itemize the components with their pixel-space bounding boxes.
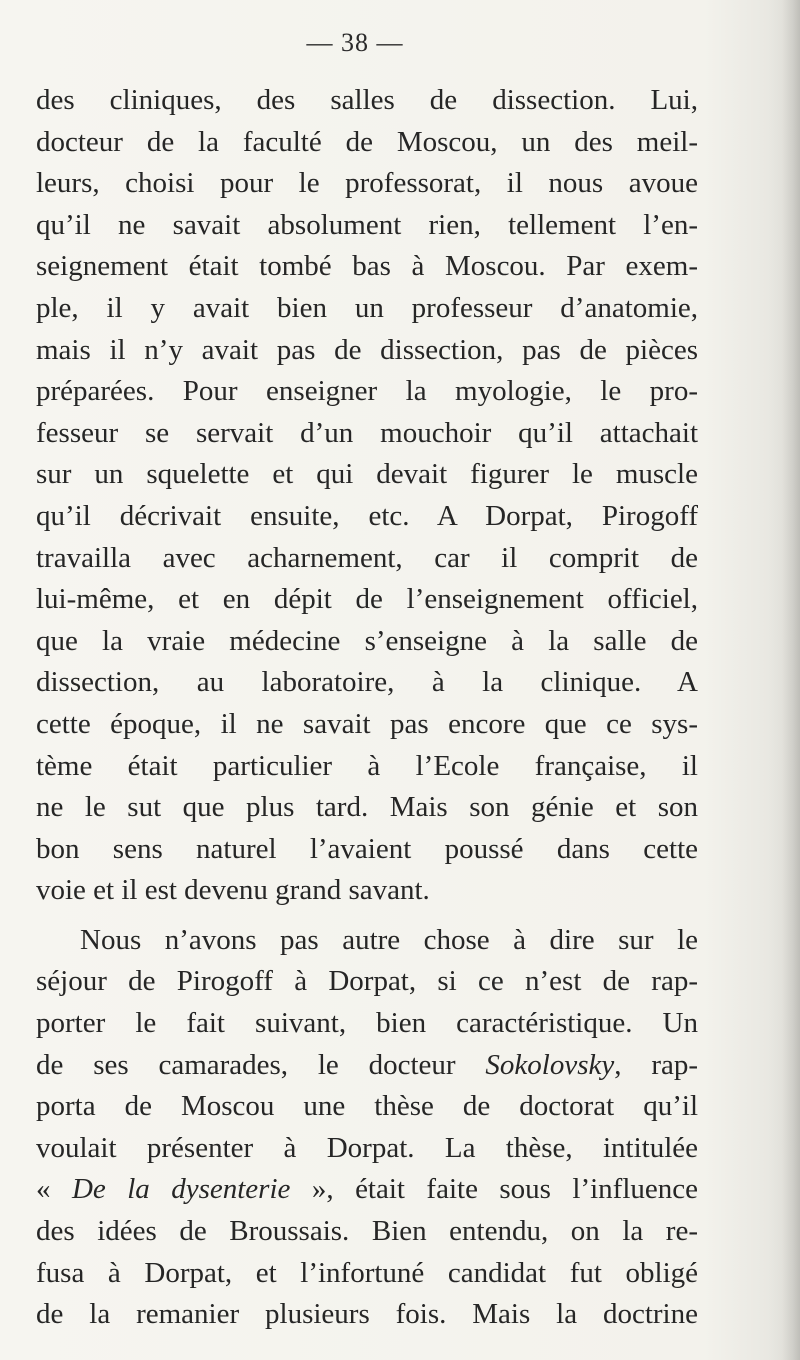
text-line-with-name [36, 1045, 698, 1087]
text-line: lui-même, et en dépit de l’enseignement officiel, [36, 583, 698, 616]
text-line: fesseur se servait d’un mouchoir qu’il attachait [36, 416, 698, 449]
text-line: que la vraie médecine s’enseigne à la salle de [36, 624, 698, 657]
text-line: porta de Moscou une thèse de doctorat qu’il [36, 1090, 698, 1123]
body-text [36, 80, 698, 1336]
text-run: », [290, 1173, 356, 1206]
text-line: leurs, choisi pour le professorat, il nous avoue [36, 167, 698, 200]
text-line: voie et il est devenu grand savant. [36, 874, 430, 907]
text-line: mais il n’y avait pas de dissection, pas de pièces [36, 333, 698, 366]
text-line: bon sens naturel l’avaient poussé dans cette [36, 832, 698, 865]
text-line: de la remanier plusieurs fois. Mais la doctrine [36, 1298, 698, 1331]
text-line: qu’il décrivait ensuite, etc. A Dorpat, Pirogoff [36, 499, 698, 532]
text-line: ne le sut que plus tard. Mais son génie et son [36, 791, 698, 824]
text-run: de ses camarades, le docteur [36, 1048, 456, 1081]
text-line: travailla avec acharnement, car il comprit de [36, 541, 698, 574]
text-line: des cliniques, des salles de dissection. Lui, [36, 84, 698, 116]
text-line: Nous n’avons pas autre chose à dire sur le [80, 923, 698, 956]
text-line: voulait présenter à Dorpat. La thèse, intitulée [36, 1131, 698, 1164]
text-line: seignement était tombé bas à Moscou. Par exem- [36, 250, 698, 283]
text-run: était faite sous l’influence [355, 1173, 698, 1206]
text-line: tème était particulier à l’Ecole française, il [36, 749, 698, 782]
text-line: cette époque, il ne savait pas encore que ce sys- [36, 707, 698, 740]
text-run: « [36, 1173, 72, 1206]
text-line: des idées de Broussais. Bien entendu, on la re- [36, 1215, 698, 1248]
italic-thesis-title: De la dysenterie [71, 1173, 291, 1206]
paragraph-gap [36, 912, 698, 920]
text-line: porter le fait suivant, bien caractéristique. Un [36, 1007, 698, 1040]
text-line: qu’il ne savait absolument rien, tellement l’en- [36, 208, 698, 241]
page-number: — 38 — [306, 28, 404, 57]
text-line: ple, il y avait bien un professeur d’anatomie, [36, 291, 698, 324]
text-line: séjour de Pirogoff à Dorpat, si ce n’est de rap- [36, 965, 698, 998]
text-line: docteur de la faculté de Moscou, un des meil- [36, 125, 698, 158]
text-line-with-title [36, 1169, 698, 1211]
italic-name: Sokolovsky [485, 1048, 615, 1081]
text-line: fusa à Dorpat, et l’infortuné candidat fut obligé [36, 1256, 698, 1289]
page-spine-shadow [782, 0, 800, 1360]
text-line: dissection, au laboratoire, à la clinique. A [36, 666, 698, 699]
text-line: sur un squelette et qui devait figurer le muscle [36, 458, 698, 491]
text-line: préparées. Pour enseigner la myologie, le pro- [36, 375, 698, 408]
text-run: , rap- [614, 1048, 698, 1081]
